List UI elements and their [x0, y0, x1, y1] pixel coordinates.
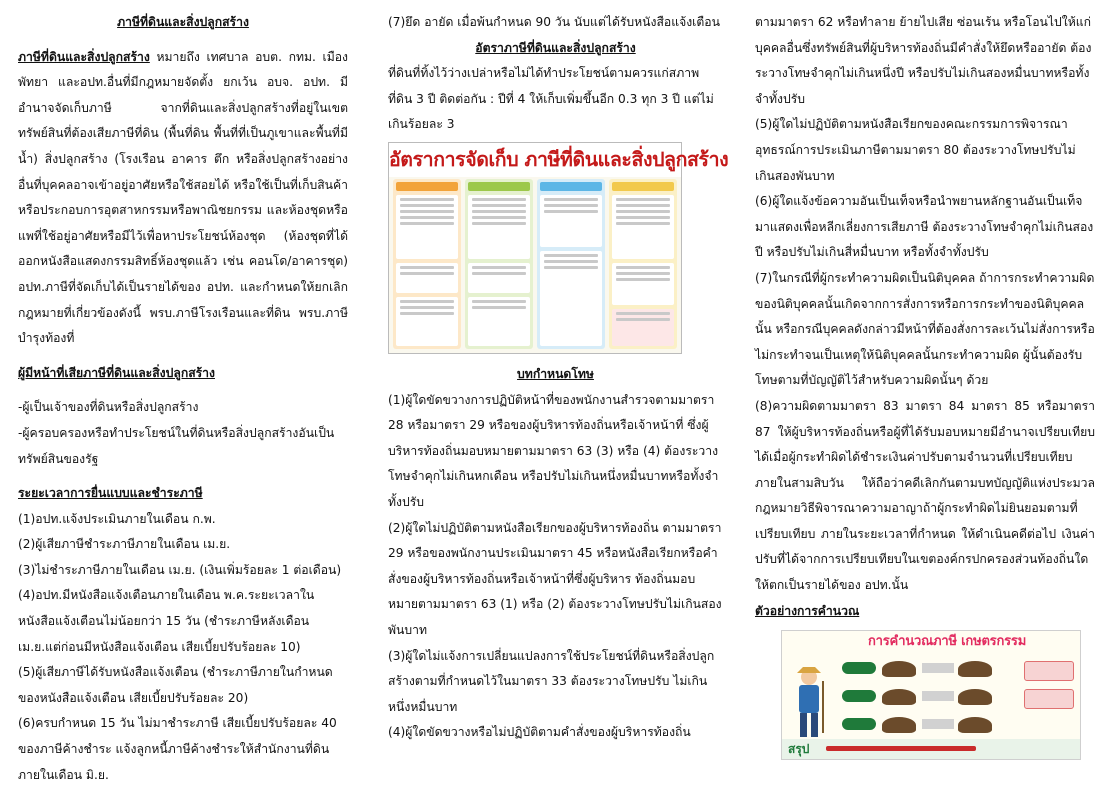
rate-text: ที่ดินที่ทิ้งไว้ว่างเปล่าหรือไม่ได้ทำประโยชน์ตามควรแก่สภาพที่ดิน 3 ปี ติดต่อกัน : ปีที่ 4 ให้เก็บเพิ่มขึ้นอีก 0.3 ทุก 3 ปี แต่ไม่เกินร้อยละ 3 [388, 66, 714, 132]
infographic-note [540, 251, 602, 346]
penalty-item: (6)ผู้ใดแจ้งข้อความอันเป็นเท็จหรือนำพยานหลักฐานอันเป็นเท็จมาแสดงเพื่อหลีกเลี่ยงการเสียภาษี ต้องระวางโทษจำคุกไม่เกินสองปี หรือปรับไม่เกินสี่หมื่นบาท หรือทั้งจำทั้งปรับ [755, 194, 1094, 260]
taxpayer-item: -ผู้เป็นเจ้าของที่ดินหรือสิ่งปลูกสร้าง [18, 400, 199, 415]
rate-infographic [388, 142, 729, 354]
value-pill [842, 718, 876, 730]
penalty-item: (1)ผู้ใดขัดขวางการปฏิบัติหน้าที่ของพนักงานสำรวจตามมาตรา 28 หรือมาตรา 29 หรือของผู้บริหารท้องถิ่นหรือเจ้าหน้าที่ ซึ่งผู้บริหารท้องถิ่นมอบหมายตามมาตรา 63 (3) หรือ (4) ต้องระวางโทษจำคุกไม่เกินหกเดือน หรือปรับไม่เกินหนึ่งหมื่นบาทหรือทั้งจำทั้งปรับ [388, 392, 719, 509]
calculation-row [842, 715, 1022, 735]
calculation-summary [782, 739, 1080, 759]
arrow-icon [922, 663, 954, 673]
item-7: (7)ยึด อายัด เมื่อพ้นกำหนด 90 วัน นับแต่ได้รับหนังสือแจ้งเตือน [388, 15, 720, 29]
summary-label: สรุป [788, 742, 810, 757]
infographic-body [393, 179, 677, 349]
rate-heading: อัตราภาษีที่ดินและสิ่งปลูกสร้าง [475, 40, 636, 55]
calculation-row [842, 687, 1022, 707]
infographic-bar [396, 182, 458, 191]
farmer-icon [788, 663, 830, 743]
infographic-note [540, 195, 602, 247]
infographic-column [465, 179, 533, 349]
calculation-row [842, 659, 1022, 679]
result-box [1024, 661, 1074, 681]
example-heading: ตัวอย่างการคำนวณ [755, 603, 860, 618]
intro-term: ภาษีที่ดินและสิ่งปลูกสร้าง [18, 49, 150, 64]
infographic-note [468, 263, 530, 293]
infographic-bar [612, 182, 674, 191]
schedule-heading: ระยะเวลาการยื่นแบบและชำระภาษี [18, 486, 203, 501]
calculation-title: การคำนวณภาษี เกษตรกรรม [868, 634, 1027, 650]
penalty-item: (3)ผู้ใดไม่แจ้งการเปลี่ยนแปลงการใช้ประโยชน์ที่ดินหรือสิ่งปลูกสร้างตามที่กำหนดไว้ในมาตรา 33 ต้องระวางโทษปรับ ไม่เกินหนึ่งหมื่นบาท [388, 648, 715, 714]
farm-mound-icon [958, 661, 992, 677]
intro-text: หมายถึง เทศบาล อบต. กทม. เมืองพัทยา และอปท.อื่นที่มีกฎหมายจัดตั้ง ยกเว้น อบจ. อปท. มีอำนาจจัดเก็บภาษี จากที่ดินและสิ่งปลูกสร้างที่อยู่ในเขตทรัพย์สินที่ต้องเสียภาษีที่ดิน (พื้นที่ดิน พื้นที่ที่เป็นภูเขาและพื้นที่มีน้ำ) สิ่งปลูกสร้าง (โรงเรือน อาคาร ตึก หรือสิ่งปลูกสร้างอย่างอื่นที่บุคคลอาจเข้าอยู่อาศัยหรือใช้สอยได้ หรือใช้เป็นที่เก็บสินค้าหรือประกอบการอุตสาหกรรมหรือพาณิชยกรรม และห้องชุดหรือแพที่ใช้อยู่อาศัยหรือมีไว้เพื่อหาประโยชน์ห้องชุด (ห้องชุดที่ได้ออกหนังสือแสดงกรรมสิทธิ์ห้องชุดแล้ว เช่น คอนโด/อาคารชุด) อปท.ภาษีที่จัดเก็บได้เป็นรายได้ของ อปท. และกำหนดให้ยกเลิกกฎหมายที่เกี่ยวข้องดังนี้ พรบ.ภาษีโรงเรือนและที่ดิน พรบ.ภาษีบำรุงท้องที่ [18, 49, 348, 346]
taxpayer-heading: ผู้มีหน้าที่เสียภาษีที่ดินและสิ่งปลูกสร้าง [18, 365, 215, 380]
infographic-table [396, 195, 458, 259]
infographic-note [396, 263, 458, 293]
infographic-table [612, 195, 674, 259]
infographic-bar [468, 182, 530, 191]
arrow-icon [922, 691, 954, 701]
infographic-bar [540, 182, 602, 191]
penalty-item: (8)ความผิดตามมาตรา 83 มาตรา 84 มาตรา 85 หรือมาตรา 87 ให้ผู้บริหารท้องถิ่นหรือผู้ที่ได้รับมอบหมายมีอำนาจเปรียบเทียบได้เมื่อผู้กระทำผิดได้ชำระเงินค่าปรับตามจำนวนที่เปรียบเทียบภายในสามสิบวัน ให้ถือว่าคดีเลิกกันตามบทบัญญัติแห่งประมวลกฎหมายวิธีพิจารณาความอาญาถ้าผู้กระทำผิดไม่ยินยอมตามที่เปรียบเทียบ ภายในระยะเวลาที่กำหนด ให้ดำเนินคดีต่อไป เงินค่าปรับที่ได้จากการเปรียบเทียบในเขตองค์กรปกครองส่วนท้องถิ่นใด ให้ตกเป็นรายได้ของ อปท.นั้น [755, 398, 1095, 593]
schedule-item: (3)ไม่ชำระภาษีภายในเดือน เม.ย. (เงินเพิ่มร้อยละ 1 ต่อเดือน) [18, 562, 342, 577]
farm-mound-icon [882, 689, 916, 705]
calculation-infographic [781, 630, 1081, 760]
section-title: ภาษีที่ดินและสิ่งปลูกสร้าง [117, 15, 249, 29]
infographic-column [393, 179, 461, 349]
value-pill [842, 690, 876, 702]
infographic-table [396, 297, 458, 346]
penalty-item: (4)ผู้ใดขัดขวางหรือไม่ปฏิบัติตามคำสั่งของผู้บริหารท้องถิ่น [388, 725, 691, 740]
column-1 [18, 10, 348, 788]
infographic-column [537, 179, 605, 349]
penalty-item: (5)ผู้ใดไม่ปฏิบัติตามหนังสือเรียกของคณะกรรมการพิจารณาอุทธรณ์การประเมินภาษีตามมาตรา 80 ต้องระวางโทษปรับไม่เกินสองพันบาท [755, 117, 1076, 183]
farm-mound-icon [882, 661, 916, 677]
summary-bar [826, 746, 976, 751]
penalty-continuation: ตามมาตรา 62 หรือทำลาย ย้ายไปเสีย ซ่อนเร้น หรือโอนไปให้แก่บุคคลอื่นซึ่งทรัพย์สินที่ผู้บริหารท้องถิ่นมีคำสั่งให้ยึดหรืออายัด ต้องระวางโทษจำคุกไม่เกินหนึ่งปี หรือปรับไม่เกินสองหมื่นบาทหรือทั้งจำทั้งปรับ [755, 15, 1092, 106]
infographic-table [468, 195, 530, 259]
column-2 [388, 10, 729, 746]
schedule-item: (4)อปท.มีหนังสือแจ้งเตือนภายในเดือน พ.ค.ระยะเวลาในหนังสือแจ้งเตือนไม่น้อยกว่า 15 วัน (ชำระภาษีหลังเดือน เม.ย.แต่ก่อนมีหนังสือแจ้งเตือน เสียเบี้ยปรับร้อยละ 10) [18, 588, 315, 654]
intro-paragraph [18, 45, 348, 352]
schedule-item: (5)ผู้เสียภาษีได้รับหนังสือแจ้งเตือน (ชำระภาษีภายในกำหนดของหนังสือแจ้งเตือน เสียเบี้ยปรับร้อยละ 20) [18, 665, 333, 705]
schedule-item: (6)ครบกำหนด 15 วัน ไม่มาชำระภาษี เสียเบี้ยปรับร้อยละ 40 ของภาษีค้างชำระ แจ้งลูกหนี้ภาษีค้างชำระให้สำนักงานที่ดินภายในเดือน มิ.ย. [18, 716, 337, 782]
infographic-column [609, 179, 677, 349]
farm-mound-icon [958, 717, 992, 733]
infographic-title: อัตราการจัดเก็บ ภาษีที่ดินและสิ่งปลูกสร้าง [389, 143, 681, 177]
schedule-item: (2)ผู้เสียภาษีชำระภาษีภายในเดือน เม.ย. [18, 537, 231, 552]
result-box [1024, 689, 1074, 709]
arrow-icon [922, 719, 954, 729]
penalty-heading: บทกำหนดโทษ [517, 366, 594, 381]
schedule-item: (1)อปท.แจ้งประเมินภายในเดือน ก.พ. [18, 511, 216, 526]
farm-mound-icon [958, 689, 992, 705]
infographic-table [612, 263, 674, 305]
taxpayer-item: -ผู้ครอบครองหรือทำประโยชน์ในที่ดินหรือสิ่งปลูกสร้างอันเป็นทรัพย์สินของรัฐ [18, 425, 335, 466]
infographic-table [468, 297, 530, 346]
column-3 [755, 10, 1095, 760]
infographic-note [612, 309, 674, 346]
penalty-item: (2)ผู้ใดไม่ปฏิบัติตามหนังสือเรียกของผู้บริหารท้องถิ่น ตามมาตรา 29 หรือของพนักงานประเมินมาตรา 45 หรือหนังสือเรียกหรือคำสั่งของผู้บริหารท้องถิ่นหรือเจ้าหน้าที่ซึ่งผู้บริหาร ท้องถิ่นมอบหมายตามมาตรา 63 (1) หรือ (2) ต้องระวางโทษปรับไม่เกินสองพันบาท [388, 520, 722, 637]
penalty-item: (7)ในกรณีที่ผู้กระทำความผิดเป็นนิติบุคคล ถ้าการกระทำความผิดของนิติบุคคลนั้นเกิดจากการสั่งการหรือการกระทำของนิติบุคคลนั้น หรือกรณีบุคคลดังกล่าวมีหน้าที่ต้องสั่งการละเว้นไม่สั่งการหรือไม่กระทำจนเป็นเหตุให้นิติบุคคลนั้นกระทำความผิด ผู้นั้นต้องรับโทษตามที่บัญญัติไว้สำหรับความผิดนั้นๆ ด้วย [755, 270, 1095, 388]
farm-mound-icon [882, 717, 916, 733]
value-pill [842, 662, 876, 674]
